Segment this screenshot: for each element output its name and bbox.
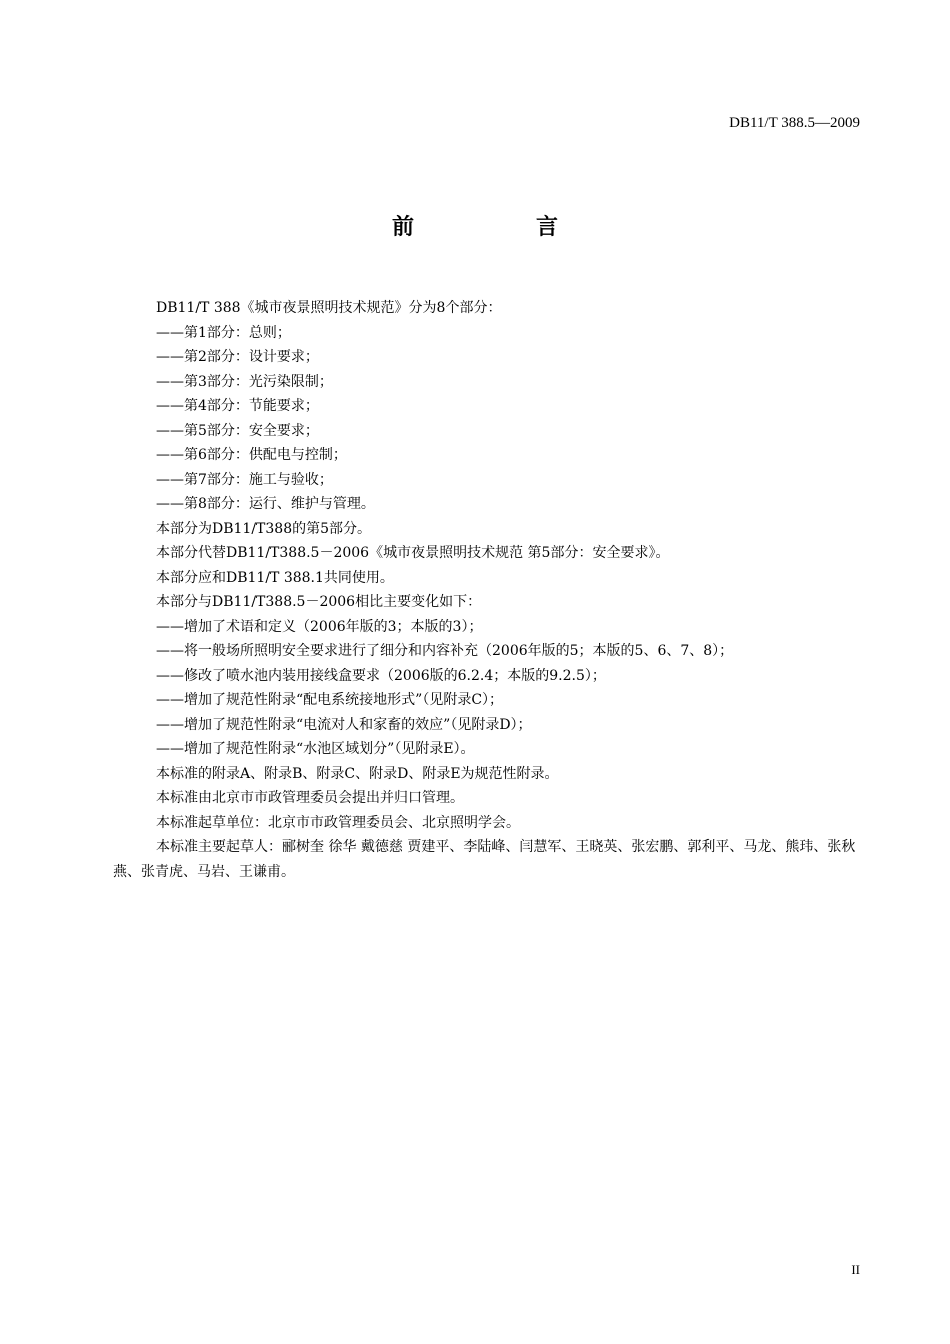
drafters-paragraph: 本标准主要起草人：郦树奎 徐华 戴德慈 贾建平、李陆峰、闫慧军、王晓英、张宏鹏、郭利平、马龙、熊玮、张秋燕、张青虎、马岩、王谦甫。 (113, 839, 856, 880)
part-item: ——第2部分：设计要求； (156, 349, 319, 365)
change-item: ——增加了规范性附录“配电系统接地形式”（见附录C）； (156, 692, 504, 708)
change-item: ——增加了规范性附录“电流对人和家畜的效应”（见附录D）； (156, 716, 532, 733)
closing-paragraph: 本标准起草单位：北京市市政管理委员会、北京照明学会。 (156, 814, 520, 831)
change-item: ——将一般场所照明安全要求进行了细分和内容补充（2006年版的5；本版的5、6、7、8）； (156, 643, 734, 659)
statement-paragraph: 本部分应和DB11/T 388.1共同使用。 (156, 569, 394, 586)
closing-paragraph: 本标准的附录A、附录B、附录C、附录D、附录E为规范性附录。 (156, 765, 559, 782)
body-text (113, 296, 873, 884)
change-item: ——增加了规范性附录“水池区域划分”（见附录E）。 (156, 741, 475, 757)
closing-paragraph: 本标准由北京市市政管理委员会提出并归口管理。 (156, 790, 464, 806)
page-title: 前 言 (391, 215, 608, 240)
part-item: ——第8部分：运行、维护与管理。 (156, 496, 375, 512)
part-item: ——第6部分：供配电与控制； (156, 447, 347, 463)
change-item: ——修改了喷水池内装用接线盒要求（2006版的6.2.4；本版的9.2.5）； (156, 667, 606, 684)
statement-paragraph: 本部分与DB11/T388.5－2006相比主要变化如下： (156, 594, 482, 610)
change-item: ——增加了术语和定义（2006年版的3；本版的3）； (156, 618, 483, 635)
page-number: II (851, 1262, 860, 1277)
part-item: ——第5部分：安全要求； (156, 422, 319, 439)
document-code: DB11/T 388.5—2009 (729, 115, 860, 131)
statement-paragraph: 本部分代替DB11/T388.5－2006《城市夜景照明技术规范 第5部分：安全要求》。 (156, 545, 670, 561)
part-item: ——第7部分：施工与验收； (156, 471, 333, 488)
part-item: ——第3部分：光污染限制； (156, 373, 333, 390)
statement-paragraph: 本部分为DB11/T388的第5部分。 (156, 520, 372, 537)
part-item: ——第4部分：节能要求； (156, 398, 319, 414)
part-item: ——第1部分：总则； (156, 324, 291, 341)
intro-paragraph: DB11/T 388《城市夜景照明技术规范》分为8个部分： (156, 300, 502, 316)
